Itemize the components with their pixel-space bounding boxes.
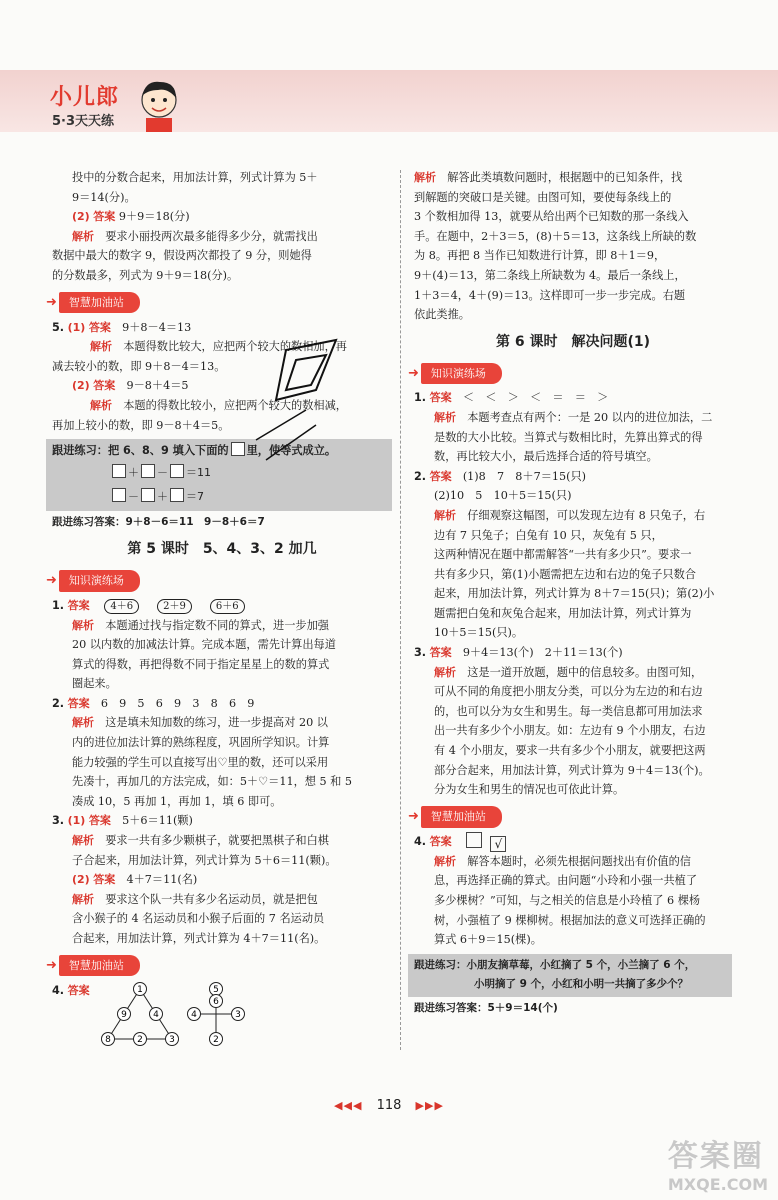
follow-up-text: 跟进练习：把 6、8、9 填入下面的 [52,444,229,458]
text-span: 里的数，还可以采用 [227,755,329,769]
mascot-boy-icon [136,78,182,132]
section-banner [46,957,140,975]
text-line: 9＝14(分)。 [72,190,136,204]
ink-stamp-scribble [246,330,346,470]
page-number: 118 [376,1098,402,1113]
analysis-label: 解析 [90,398,112,412]
circled-number [210,982,223,995]
brand-logo [46,78,186,134]
watermark-url: MXQE.COM [667,1175,768,1194]
analysis-label: 解析 [434,665,456,679]
analysis-text: 这是一道开放题，题中的信息较多。由图可知， [467,665,703,679]
right-column [408,168,732,1019]
answer-line [52,596,392,616]
circled-expression: 6＋6 [210,599,245,614]
circled-number [134,1032,147,1045]
text-line: 内的进位加法计算的熟练程度，巩固所学知识。计算 [72,736,330,750]
text-line: 20 以内数的加减法计算。完成本题，需先计算出每道 [72,638,336,652]
answer-label: 答案 [93,873,116,887]
text-line: 合起来，用加法计算，列式计算为 4＋7＝11(名)。 [72,932,326,945]
arrow-icon: ➜ [46,957,57,973]
number-triangle-diagram [100,981,180,1051]
analysis-text: 这是填未知加数的练习，进一步提高对 20 以 [105,716,328,730]
text-line: 分为女生和男生的情况也可依此计算。 [434,783,625,797]
blank-box [170,464,184,478]
analysis-line [414,506,732,526]
svg-text:9: 9 [121,1009,127,1020]
text-line: 可从不同的角度把小朋友分类，可以分为左边的和右边 [434,685,703,699]
section-banner [46,294,140,312]
banner-label: 智慧加油站 [421,806,502,828]
text-line: 10＋5＝15(只)。 [434,626,524,640]
text-line: 再加上较小的数，即 9－8＋4＝5。 [52,418,230,432]
text-line: 投中的分数合起来，用加法计算，列式计算为 5＋ [72,171,318,184]
blank-box [141,464,155,478]
section-banner [408,364,502,382]
text-line: 题需把白兔和灰兔合起来，用加法计算，列式计算为 [434,606,692,620]
question-number: 4. [414,834,427,848]
analysis-label: 解析 [72,716,94,730]
brand-title: 小儿郎 [50,85,120,110]
question-number: 1. [52,598,65,612]
blank-box [231,442,245,456]
text-line: 圈起来。 [72,677,117,691]
answer-line [52,694,392,714]
text-line [52,772,392,792]
analysis-line [52,890,392,910]
banner-label: 智慧加油站 [59,292,140,314]
answer-line [414,832,732,852]
text-line: 边有 7 只兔子；白兔有 10 只，灰兔有 5 只， [434,528,663,542]
arrow-icon: ➜ [46,573,57,589]
circled-number [188,1007,201,1020]
text-line: 息，再选择正确的算式。由问题“小玲和小强一共植了 [434,874,698,888]
answer-line [52,207,392,227]
follow-up-answer: 跟进练习答案：9＋8－6＝11 9－8＋6＝7 [52,515,265,528]
equation-result: ＝7 [186,489,204,503]
choice-box-checked: √ [490,836,506,852]
svg-text:5: 5 [213,984,219,995]
analysis-line [52,713,392,733]
circled-number [166,1032,179,1045]
analysis-label: 解析 [72,892,94,906]
circled-number [210,994,223,1007]
column-divider [400,170,401,1050]
arrow-icon: ➜ [408,809,419,825]
banner-label: 智慧加油站 [59,955,140,977]
analysis-text: 本题得数比较大，应把两个较大的数相加，再 [123,340,347,354]
circled-number [134,982,147,995]
question-number: 3. [52,814,65,828]
heart-icon: ♡ [217,755,228,769]
svg-text:1: 1 [137,984,143,995]
text-line: 的分数最多，列式为 9＋9＝18(分)。 [52,268,239,282]
text-line: 数，再比较大小，最后选择合适的符号填空。 [434,450,658,464]
answer-label: 答案 [429,469,452,483]
answer-line [52,870,392,890]
blank-box [112,464,126,478]
text-line: 依此类推。 [414,308,470,322]
text-span: 先凑十，再加几的方法完成，如：5＋ [72,775,259,789]
text-line [52,753,392,773]
text-span: ＝11，想 5 和 5 [268,775,353,789]
number-diamond-diagram [186,981,246,1051]
analysis-label: 解析 [434,508,456,522]
svg-text:4: 4 [153,1009,159,1020]
text-line: 子合起来，用加法计算，列式计算为 5＋6＝11(颗)。 [72,853,337,867]
text-line: 到解题的突破口是关键。由图可知，要使每条线上的 [414,190,672,204]
circled-number [102,1032,115,1045]
lesson-title: 第 6 课时 解决问题(1) [495,333,651,350]
answer-label: 答案 [67,983,90,997]
circled-number [210,1032,223,1045]
choice-box [466,832,482,848]
question-number: 5. [52,320,65,334]
answer-line [52,981,392,1051]
analysis-line [414,663,732,683]
svg-text:3: 3 [169,1034,175,1045]
question-number: 2. [52,696,65,710]
right-arrows-icon: ▶▶▶ [415,1099,444,1112]
analysis-text: 要求一共有多少颗棋子，就要把黑棋子和白棋 [105,834,329,848]
analysis-line [414,408,732,428]
text-line: 树，小强植了 9 棵柳树。根据加法的意义可选择正确的 [434,913,706,927]
question-number: 4. [52,983,65,997]
analysis-label: 解析 [414,171,436,184]
page-footer [0,1098,778,1113]
answer-line [414,388,732,408]
watermark [668,1131,768,1194]
circled-number [150,1007,163,1020]
blank-box [141,488,155,502]
analysis-line [414,168,732,188]
watermark-text: 答案圈 [667,1139,764,1174]
left-arrows-icon: ◀◀◀ [334,1099,363,1112]
follow-up-text: 里，使等式成立。 [246,444,337,458]
heart-icon: ♡ [258,775,269,789]
answer-text: 9＋8－4＝13 [122,320,192,334]
sub-number: (2) [72,210,90,224]
section-banner [46,572,140,590]
analysis-label: 解析 [434,410,456,424]
circled-number [232,1007,245,1020]
analysis-line [414,852,732,872]
analysis-text: 解答本题时，必须先根据问题找出有价值的信 [467,854,691,868]
svg-text:8: 8 [105,1034,111,1045]
sub-number: (2) [72,873,90,887]
answer-text: 9－8＋4＝5 [126,379,189,393]
svg-text:4: 4 [191,1009,197,1020]
answer-text: 9＋9＝18(分) [118,210,190,224]
analysis-line [52,227,392,247]
circled-expression: 4＋6 [104,599,139,614]
analysis-label: 解析 [72,834,94,848]
text-line: 3 个数相加得 13，就要从给出两个已知数的那一条线入 [414,210,689,224]
answer-text: (2)10 5 10＋5＝15(只) [434,489,572,503]
answer-line [414,643,732,663]
text-line: 的，也可以分为女生和男生。每一类信息都可用加法求 [434,704,703,718]
banner-label: 知识演练场 [59,570,140,592]
circled-expression: 2＋9 [157,599,192,614]
sub-number: (1) [67,320,86,334]
analysis-line [52,831,392,851]
answer-text: 6 9 5 6 9 3 8 6 9 [100,696,255,710]
blank-box [112,488,126,502]
analysis-text: 本题考查点有两个：一是 20 以内的进位加法，二 [467,410,713,424]
answer-label: 答案 [93,210,116,224]
text-line: 有 4 个小朋友，要求一共有多少个小朋友，就要把这两 [434,744,706,758]
brand-subtitle: 5·3天天练 [52,114,115,129]
blank-box [170,488,184,502]
text-line: 起来，用加法计算，列式计算为 8＋7＝15(只)；第(2)小 [434,587,715,601]
text-line: 是数的大小比较。当算式与数相比时，先算出算式的得 [434,430,703,444]
follow-up-answer: 跟进练习答案：5＋9＝14(个) [414,1001,558,1014]
svg-text:3: 3 [235,1009,241,1020]
answer-label: 答案 [429,834,452,848]
text-line: 多少棵树？”可知，与之相关的信息是小玲植了 6 棵杨 [434,894,701,907]
answer-text: ＜ ＜ ＞ ＜ ＝ ＝ ＞ [462,391,609,405]
circled-number [118,1007,131,1020]
section-banner [408,808,502,826]
sub-number: (2) [72,379,90,393]
answer-text: 5＋6＝11(颗) [122,814,193,828]
svg-text:2: 2 [213,1034,219,1045]
text-line: 减去较小的数，即 9＋8－4＝13。 [52,359,226,373]
answer-label: 答案 [67,598,90,612]
analysis-line [52,616,392,636]
banner-label: 知识演练场 [421,363,502,385]
text-line: 手。在题中，2＋3＝5，(8)＋5＝13，这条线上所缺的数 [414,229,697,243]
question-number: 1. [414,391,427,405]
text-line: 1＋3＝4，4＋(9)＝13。这样即可一步一步完成。右题 [414,288,686,302]
question-number: 2. [414,469,427,483]
analysis-text: 解答此类填数问题时，根据题中的已知条件，找 [447,171,683,184]
analysis-label: 解析 [72,618,94,632]
answer-label: 答案 [88,320,111,334]
left-column [46,168,392,1051]
answer-line [414,467,732,487]
answer-label: 答案 [88,814,111,828]
lesson-title: 第 5 课时 5、4、3、2 加几 [127,541,317,558]
text-line: 出一共有多少个小朋友。如：左边有 9 个小朋友，右边 [434,724,706,738]
text-line: 数据中最大的数字 9，假设两次都投了 9 分，则她得 [52,249,312,263]
answer-line [52,811,392,831]
analysis-text: 仔细观察这幅图，可以发现左边有 8 只兔子，右 [467,508,706,522]
answer-label: 答案 [93,379,116,393]
question-number: 3. [414,646,427,660]
text-line: 部分合起来，用加法计算，列式计算为 9＋4＝13(个)。 [434,763,710,777]
answer-label: 答案 [429,391,452,405]
follow-up-exercise [408,954,732,997]
sub-number: (1) [67,814,86,828]
text-line: 算式的得数，再把得数不同于指定星星上的数的算式 [72,657,330,671]
answer-text: 4＋7＝11(名) [126,873,198,887]
analysis-label: 解析 [90,340,112,354]
text-line: 为 8。再把 8 当作已知数进行计算，即 8＋1＝9， [414,249,666,263]
answer-label: 答案 [429,646,452,660]
text-line: 共有多少只，第(1)小题需把左边和右边的兔子只数合 [434,567,696,581]
equation-result: ＝11 [186,465,211,479]
text-line: 9＋(4)＝13，第二条线上所缺数为 4。最后一条线上， [414,268,686,282]
equation-row: － ＋ ＝7 [110,485,386,509]
text-line: 算式 6＋9＝15(棵)。 [434,933,542,947]
analysis-label: 解析 [72,229,94,243]
analysis-text: 本题通过找与指定数不同的算式，进一步加强 [105,618,329,632]
arrow-icon: ➜ [408,365,419,381]
equation-row: ＋ － ＝11 [110,461,386,485]
text-line: 凑成 10，5 再加 1，再加 1，填 6 即可。 [72,794,282,808]
arrow-icon: ➜ [46,294,57,310]
answer-label: 答案 [67,696,90,710]
text-span: 能力较强的学生可以直接写出 [72,755,218,769]
analysis-text: 要求小丽投两次最多能得多少分，就需找出 [105,229,318,243]
svg-text:2: 2 [137,1034,143,1045]
svg-text:6: 6 [213,996,219,1007]
text-line: 这两种情况在题中都需解答“一共有多少只”。要求一 [434,548,692,562]
analysis-text: 本题的得数比较小，应把两个较大的数相减， [123,398,347,412]
follow-up-question: 跟进练习：小朋友摘草莓，小红摘了 5 个，小兰摘了 6 个， [414,958,696,971]
analysis-text: 要求这个队一共有多少名运动员，就是把包 [105,892,318,906]
answer-text: (1)8 7 8＋7＝15(只) [462,469,587,483]
analysis-label: 解析 [434,854,456,868]
answer-text: 9＋4＝13(个) 2＋11＝13(个) [462,646,623,660]
follow-up-question: 小明摘了 9 个，小红和小明一共摘了多少个？ [474,978,689,991]
text-line: 含小猴子的 4 名运动员和小猴子后面的 7 名运动员 [72,912,325,926]
